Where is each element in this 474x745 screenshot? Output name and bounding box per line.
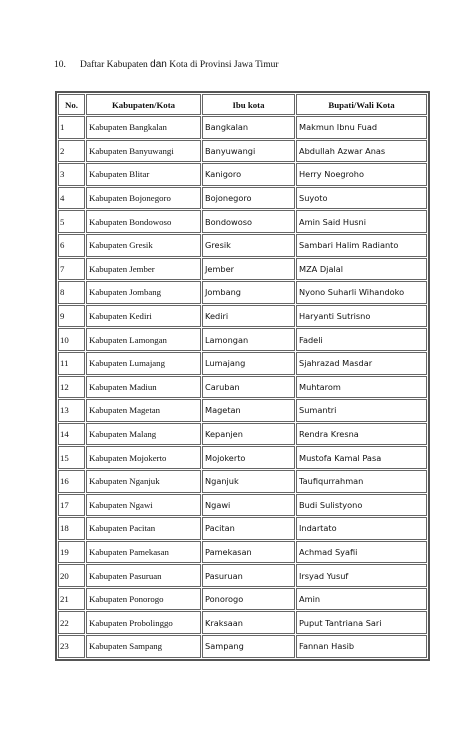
cell-bupati: Indartato: [296, 517, 427, 540]
cell-ibukota: Magetan: [202, 399, 295, 422]
cell-kabupaten: Kabupaten Jombang: [86, 281, 201, 304]
regency-table: [57, 93, 428, 659]
cell-bupati: Sambari Halim Radianto: [296, 234, 427, 257]
cell-ibukota: Bangkalan: [202, 116, 295, 139]
cell-ibukota: Lumajang: [202, 352, 295, 375]
cell-kabupaten: Kabupaten Ngawi: [86, 494, 201, 517]
cell-kabupaten: Kabupaten Jember: [86, 258, 201, 281]
cell-bupati: Rendra Kresna: [296, 423, 427, 446]
cell-no: 2: [58, 140, 85, 163]
cell-no: 17: [58, 494, 85, 517]
cell-ibukota: Kediri: [202, 305, 295, 328]
cell-ibukota: Bojonegoro: [202, 187, 295, 210]
table-row: [58, 541, 427, 564]
cell-kabupaten: Kabupaten Gresik: [86, 234, 201, 257]
cell-ibukota: Pacitan: [202, 517, 295, 540]
cell-ibukota: Ponorogo: [202, 588, 295, 611]
table-header-row: [58, 94, 427, 115]
table-row: [58, 564, 427, 587]
cell-ibukota: Sampang: [202, 635, 295, 658]
table-row: [58, 116, 427, 139]
table-row: [58, 517, 427, 540]
header-ibukota: Ibu kota: [202, 94, 295, 115]
cell-no: 4: [58, 187, 85, 210]
cell-kabupaten: Kabupaten Banyuwangi: [86, 140, 201, 163]
table-row: [58, 376, 427, 399]
table-row: [58, 328, 427, 351]
table-row: [58, 446, 427, 469]
cell-bupati: Abdullah Azwar Anas: [296, 140, 427, 163]
cell-no: 9: [58, 305, 85, 328]
table-row: [58, 611, 427, 634]
cell-bupati: Muhtarom: [296, 376, 427, 399]
table-row: [58, 635, 427, 658]
heading-text-before: Daftar Kabupaten: [80, 60, 148, 70]
cell-no: 12: [58, 376, 85, 399]
cell-kabupaten: Kabupaten Pacitan: [86, 517, 201, 540]
heading-text-dan: dan: [150, 59, 167, 70]
header-bupati: Bupati/Wali Kota: [296, 94, 427, 115]
cell-ibukota: Ngawi: [202, 494, 295, 517]
cell-bupati: Haryanti Sutrisno: [296, 305, 427, 328]
cell-no: 13: [58, 399, 85, 422]
cell-bupati: Sjahrazad Masdar: [296, 352, 427, 375]
cell-no: 14: [58, 423, 85, 446]
cell-kabupaten: Kabupaten Madiun: [86, 376, 201, 399]
cell-no: 22: [58, 611, 85, 634]
header-kabupaten: Kabupaten/Kota: [86, 94, 201, 115]
table-row: [58, 210, 427, 233]
table-row: [58, 399, 427, 422]
cell-bupati: Amin: [296, 588, 427, 611]
section-number: 10.: [54, 60, 66, 70]
table-row: [58, 258, 427, 281]
table-row: [58, 281, 427, 304]
cell-kabupaten: Kabupaten Blitar: [86, 163, 201, 186]
cell-no: 23: [58, 635, 85, 658]
cell-bupati: Suyoto: [296, 187, 427, 210]
cell-no: 11: [58, 352, 85, 375]
cell-ibukota: Kepanjen: [202, 423, 295, 446]
cell-bupati: Budi Sulistyono: [296, 494, 427, 517]
cell-no: 21: [58, 588, 85, 611]
cell-bupati: Herry Noegroho: [296, 163, 427, 186]
table-row: [58, 470, 427, 493]
heading-text-after: Kota di Provinsi Jawa Timur: [169, 60, 279, 70]
table-row: [58, 305, 427, 328]
cell-no: 6: [58, 234, 85, 257]
cell-kabupaten: Kabupaten Bangkalan: [86, 116, 201, 139]
cell-no: 10: [58, 328, 85, 351]
cell-kabupaten: Kabupaten Nganjuk: [86, 470, 201, 493]
section-heading: [54, 59, 279, 70]
table-row: [58, 163, 427, 186]
cell-ibukota: Gresik: [202, 234, 295, 257]
cell-ibukota: Bondowoso: [202, 210, 295, 233]
cell-kabupaten: Kabupaten Probolinggo: [86, 611, 201, 634]
cell-no: 16: [58, 470, 85, 493]
cell-kabupaten: Kabupaten Bojonegoro: [86, 187, 201, 210]
table-row: [58, 352, 427, 375]
cell-kabupaten: Kabupaten Malang: [86, 423, 201, 446]
header-no: No.: [58, 94, 85, 115]
table-row: [58, 140, 427, 163]
cell-kabupaten: Kabupaten Lumajang: [86, 352, 201, 375]
cell-bupati: Puput Tantriana Sari: [296, 611, 427, 634]
cell-kabupaten: Kabupaten Ponorogo: [86, 588, 201, 611]
cell-ibukota: Banyuwangi: [202, 140, 295, 163]
cell-ibukota: Kanigoro: [202, 163, 295, 186]
cell-ibukota: Jember: [202, 258, 295, 281]
cell-kabupaten: Kabupaten Mojokerto: [86, 446, 201, 469]
cell-ibukota: Kraksaan: [202, 611, 295, 634]
cell-ibukota: Jombang: [202, 281, 295, 304]
cell-ibukota: Nganjuk: [202, 470, 295, 493]
cell-bupati: MZA Djalal: [296, 258, 427, 281]
cell-ibukota: Caruban: [202, 376, 295, 399]
cell-no: 3: [58, 163, 85, 186]
table-row: [58, 423, 427, 446]
cell-bupati: Amin Said Husni: [296, 210, 427, 233]
cell-no: 19: [58, 541, 85, 564]
cell-kabupaten: Kabupaten Sampang: [86, 635, 201, 658]
table-row: [58, 234, 427, 257]
cell-ibukota: Pamekasan: [202, 541, 295, 564]
cell-bupati: Mustofa Kamal Pasa: [296, 446, 427, 469]
cell-kabupaten: Kabupaten Pasuruan: [86, 564, 201, 587]
table-row: [58, 588, 427, 611]
cell-ibukota: Pasuruan: [202, 564, 295, 587]
cell-no: 20: [58, 564, 85, 587]
cell-kabupaten: Kabupaten Lamongan: [86, 328, 201, 351]
cell-bupati: Irsyad Yusuf: [296, 564, 427, 587]
cell-kabupaten: Kabupaten Pamekasan: [86, 541, 201, 564]
cell-no: 18: [58, 517, 85, 540]
cell-bupati: Makmun Ibnu Fuad: [296, 116, 427, 139]
cell-no: 5: [58, 210, 85, 233]
cell-bupati: Sumantri: [296, 399, 427, 422]
cell-kabupaten: Kabupaten Magetan: [86, 399, 201, 422]
cell-ibukota: Lamongan: [202, 328, 295, 351]
table-row: [58, 187, 427, 210]
cell-no: 8: [58, 281, 85, 304]
cell-bupati: Fannan Hasib: [296, 635, 427, 658]
regency-table-frame: [55, 91, 430, 661]
table-row: [58, 494, 427, 517]
cell-bupati: Nyono Suharli Wihandoko: [296, 281, 427, 304]
cell-kabupaten: Kabupaten Kediri: [86, 305, 201, 328]
cell-bupati: Fadeli: [296, 328, 427, 351]
cell-bupati: Taufiqurrahman: [296, 470, 427, 493]
cell-kabupaten: Kabupaten Bondowoso: [86, 210, 201, 233]
cell-no: 7: [58, 258, 85, 281]
cell-bupati: Achmad Syafii: [296, 541, 427, 564]
cell-ibukota: Mojokerto: [202, 446, 295, 469]
cell-no: 1: [58, 116, 85, 139]
cell-no: 15: [58, 446, 85, 469]
